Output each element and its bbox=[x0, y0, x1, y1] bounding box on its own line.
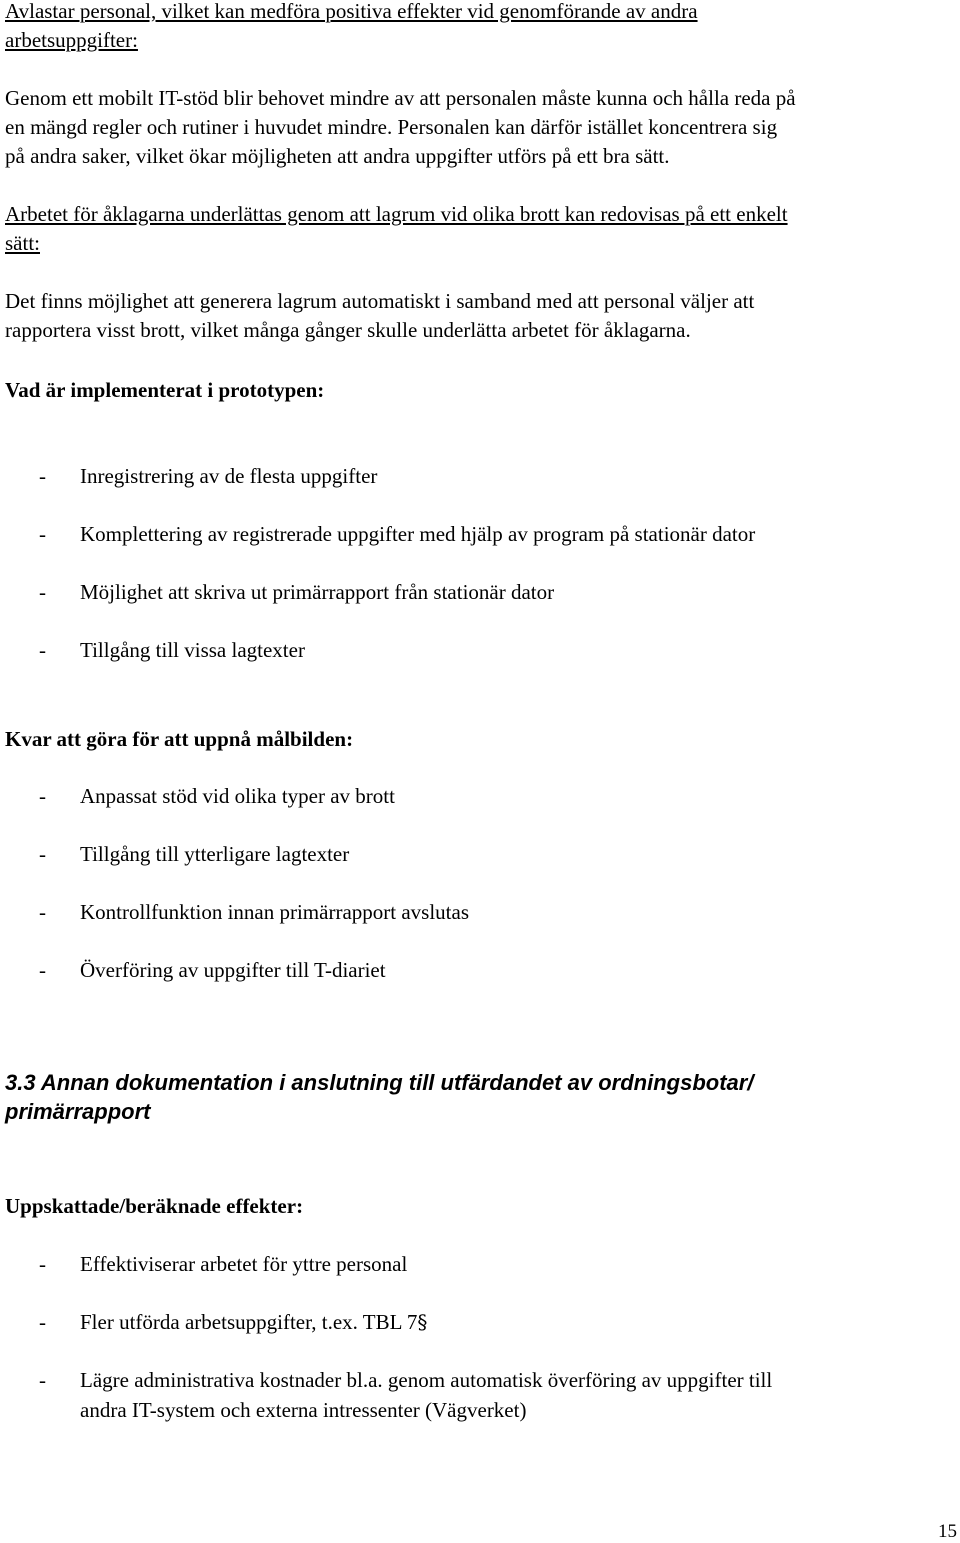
list-item: Kontrollfunktion innan primärrapport avslutas bbox=[80, 900, 470, 924]
list-item: Komplettering av registrerade uppgifter med hjälp av program på stationär dator bbox=[80, 522, 756, 546]
list-bullet: - bbox=[39, 842, 46, 866]
section-title-cont: primärrapport bbox=[5, 1099, 151, 1124]
list-item-text: Fler utförda arbetsuppgifter, t.ex. TBL 7 bbox=[80, 1310, 418, 1334]
list-bullet: - bbox=[39, 1368, 46, 1392]
paragraph-text: på andra saker, vilket ökar möjligheten att andra uppgifter utförs på ett bra sätt. bbox=[5, 144, 670, 168]
list-bullet: - bbox=[39, 1310, 46, 1334]
section-sign: § bbox=[417, 1310, 428, 1334]
paragraph-text: en mängd regler och rutiner i huvudet mindre. Personalen kan därför istället koncentrera sig bbox=[5, 115, 778, 139]
paragraph-text: Genom ett mobilt IT-stöd blir behovet mindre av att personalen måste kunna och hålla reda på bbox=[5, 86, 796, 110]
implemented-heading: Vad är implementerat i prototypen: bbox=[5, 378, 325, 402]
list-item: Tillgång till vissa lagtexter bbox=[80, 638, 305, 662]
list-bullet: - bbox=[39, 1252, 46, 1276]
paragraph-text: rapportera visst brott, vilket många gånger skulle underlätta arbetet för åklagarna. bbox=[5, 318, 691, 342]
effects-heading: Uppskattade/beräknade effekter: bbox=[5, 1194, 304, 1218]
list-item-cont: andra IT-system och externa intressenter (Vägverket) bbox=[80, 1398, 527, 1422]
list-bullet: - bbox=[39, 638, 46, 662]
list-bullet: - bbox=[39, 900, 46, 924]
list-item bbox=[80, 1308, 427, 1337]
paragraph-heading-relief-cont: arbetsuppgifter: bbox=[5, 28, 138, 52]
paragraph-heading-relief: Avlastar personal, vilket kan medföra positiva effekter vid genomförande av andra bbox=[5, 0, 698, 23]
paragraph-text: Det finns möjlighet att generera lagrum automatiskt i samband med att personal väljer att bbox=[5, 289, 755, 313]
list-bullet: - bbox=[39, 464, 46, 488]
list-item: Möjlighet att skriva ut primärrapport från stationär dator bbox=[80, 580, 555, 604]
list-item: Tillgång till ytterligare lagtexter bbox=[80, 842, 350, 866]
list-item: Effektiviserar arbetet för yttre personal bbox=[80, 1252, 408, 1276]
list-item: Överföring av uppgifter till T-diariet bbox=[80, 958, 386, 982]
list-bullet: - bbox=[39, 958, 46, 982]
list-bullet: - bbox=[39, 580, 46, 604]
paragraph-heading-prosecutors: Arbetet för åklagarna underlättas genom att lagrum vid olika brott kan redovisas på ett enkelt bbox=[5, 202, 788, 226]
list-bullet: - bbox=[39, 522, 46, 546]
list-item: Inregistrering av de flesta uppgifter bbox=[80, 464, 378, 488]
paragraph-heading-prosecutors-cont: sätt: bbox=[5, 231, 40, 255]
page-number: 15 bbox=[938, 1521, 957, 1542]
list-item: Lägre administrativa kostnader bl.a. genom automatisk överföring av uppgifter till bbox=[80, 1368, 773, 1392]
remaining-heading: Kvar att göra för att uppnå målbilden: bbox=[5, 727, 354, 751]
list-bullet: - bbox=[39, 784, 46, 808]
section-title: 3.3 Annan dokumentation i anslutning till utfärdandet av ordningsbotar/ bbox=[5, 1070, 754, 1095]
list-item: Anpassat stöd vid olika typer av brott bbox=[80, 784, 395, 808]
